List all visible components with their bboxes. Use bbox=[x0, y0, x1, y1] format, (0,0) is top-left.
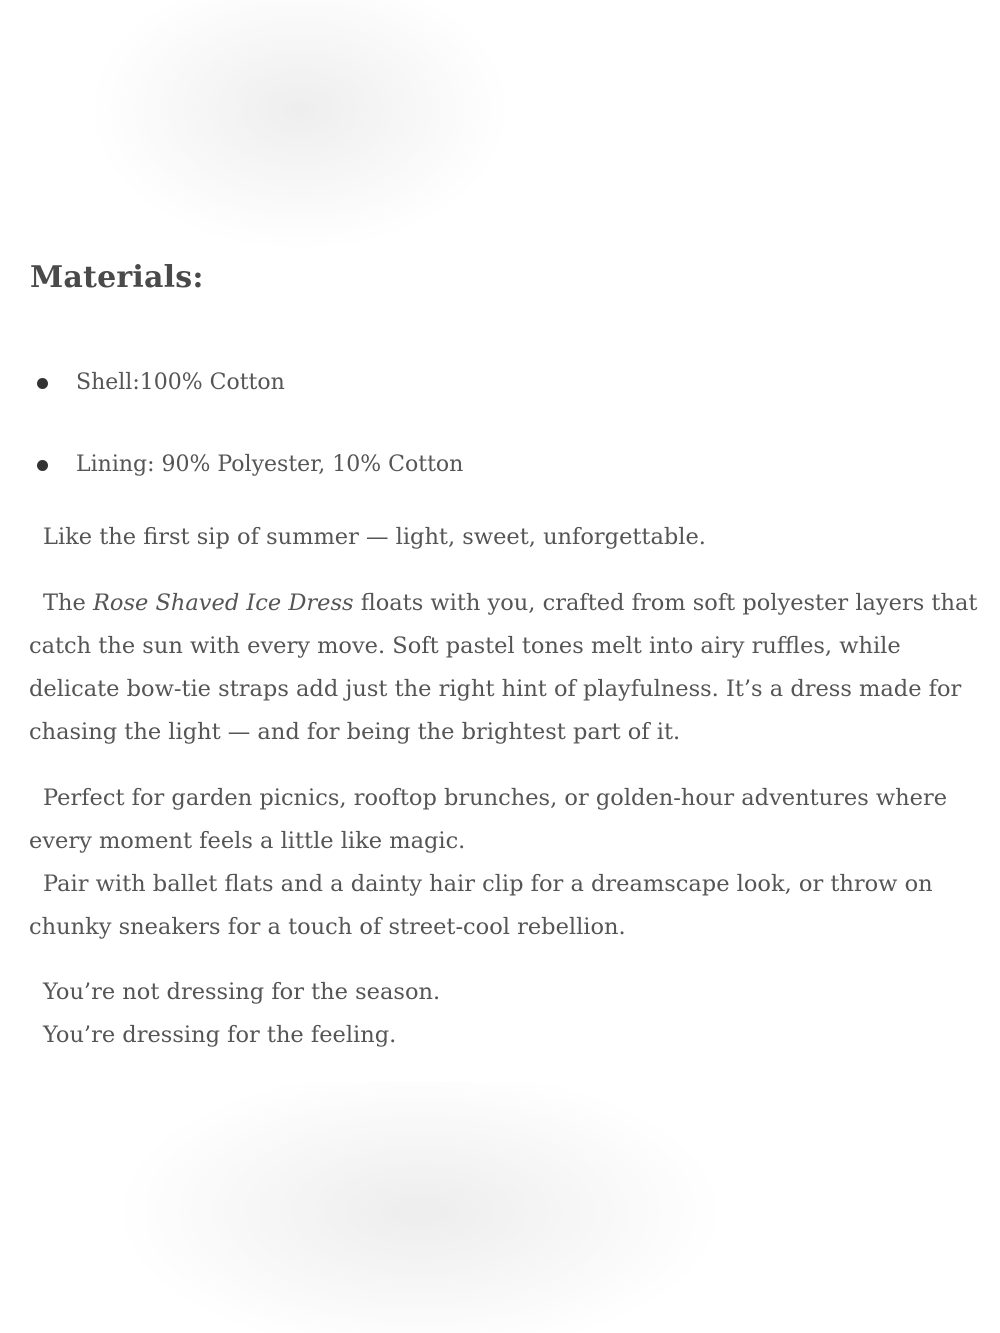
product-name: Rose Shaved Ice Dress bbox=[92, 590, 354, 616]
description-paragraph bbox=[29, 582, 989, 754]
description-lead: The bbox=[43, 590, 93, 616]
closing-line-1: You’re not dressing for the season. bbox=[43, 979, 441, 1005]
occasions-text: Perfect for garden picnics, rooftop brunches, or golden-hour adventures where every moment feels a little like magic. bbox=[29, 785, 948, 854]
tagline-paragraph: Like the first sip of summer — light, sweet, unforgettable. bbox=[43, 524, 706, 550]
bottom-image-fade bbox=[0, 1082, 1000, 1333]
materials-list-item-text: Lining: 90% Polyester, 10% Cotton bbox=[76, 452, 464, 477]
closing-line-2: You’re dressing for the feeling. bbox=[43, 1022, 397, 1048]
bullet-icon bbox=[37, 460, 48, 471]
styling-paragraph bbox=[29, 863, 989, 949]
description-rest: floats with you, crafted from soft polyester layers that catch the sun with every move. Soft pastel tones melt into airy ruffles, while delicate bow-tie straps add just the right hint of playfulness. It’s a dress made for chasing the light — and for being the brightest part of it. bbox=[29, 590, 978, 745]
bullet-icon bbox=[37, 378, 48, 389]
materials-list-item-text: Shell:100% Cotton bbox=[76, 370, 285, 395]
occasions-paragraph bbox=[29, 777, 989, 863]
styling-text: Pair with ballet flats and a dainty hair clip for a dreamscape look, or throw on chunky sneakers for a touch of street-cool rebellion. bbox=[29, 871, 933, 940]
top-image-fade bbox=[0, 0, 1000, 250]
product-description bbox=[0, 250, 1000, 1082]
materials-heading: Materials: bbox=[30, 260, 204, 295]
